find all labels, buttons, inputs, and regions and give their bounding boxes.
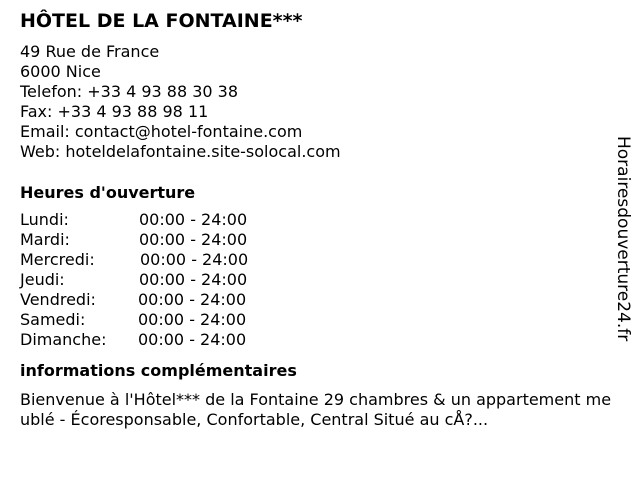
address-line: 49 Rue de France <box>20 42 160 61</box>
web-line: Web: hoteldelafontaine.site-solocal.com <box>20 142 341 161</box>
day-label: Jeudi: <box>20 270 65 289</box>
time-range: 00:00 - 24:00 <box>140 250 249 269</box>
time-range: 00:00 - 24:00 <box>138 290 247 309</box>
hours-table <box>20 210 610 350</box>
day-label: Mercredi: <box>20 250 95 269</box>
day-label: Lundi: <box>20 210 69 229</box>
brand-watermark: Horairesdouverture24.fr <box>613 136 633 342</box>
phone-line: Telefon: +33 4 93 88 30 38 <box>20 82 239 101</box>
fax-line: Fax: +33 4 93 88 98 11 <box>20 102 209 121</box>
hotel-description: Bienvenue à l'Hôtel*** de la Fontaine 29 chambres & un appartement meublé - Écoresponsable, Confortable, Central Situé au cÅ?... <box>20 390 612 429</box>
email-line: Email: contact@hotel-fontaine.com <box>20 122 303 141</box>
time-range: 00:00 - 24:00 <box>138 330 247 349</box>
time-range: 00:00 - 24:00 <box>139 230 248 249</box>
time-range: 00:00 - 24:00 <box>138 310 247 329</box>
city-line: 6000 Nice <box>20 62 101 81</box>
hours-heading: Heures d'ouverture <box>20 183 196 202</box>
day-label: Mardi: <box>20 230 70 249</box>
hotel-card <box>20 8 610 430</box>
contact-block <box>20 42 610 162</box>
time-range: 00:00 - 24:00 <box>139 210 248 229</box>
time-range: 00:00 - 24:00 <box>139 270 248 289</box>
hours-row-monday <box>20 210 610 230</box>
day-label: Samedi: <box>20 310 86 329</box>
hours-row-saturday <box>20 310 610 330</box>
hours-row-friday <box>20 290 610 310</box>
hours-row-tuesday <box>20 230 610 250</box>
hours-row-sunday <box>20 330 610 350</box>
day-label: Dimanche: <box>20 330 107 349</box>
hours-row-wednesday <box>20 250 610 270</box>
hotel-name: HÔTEL DE LA FONTAINE*** <box>20 10 303 32</box>
hours-row-thursday <box>20 270 610 290</box>
day-label: Vendredi: <box>20 290 96 309</box>
info-heading: informations complémentaires <box>20 361 297 380</box>
